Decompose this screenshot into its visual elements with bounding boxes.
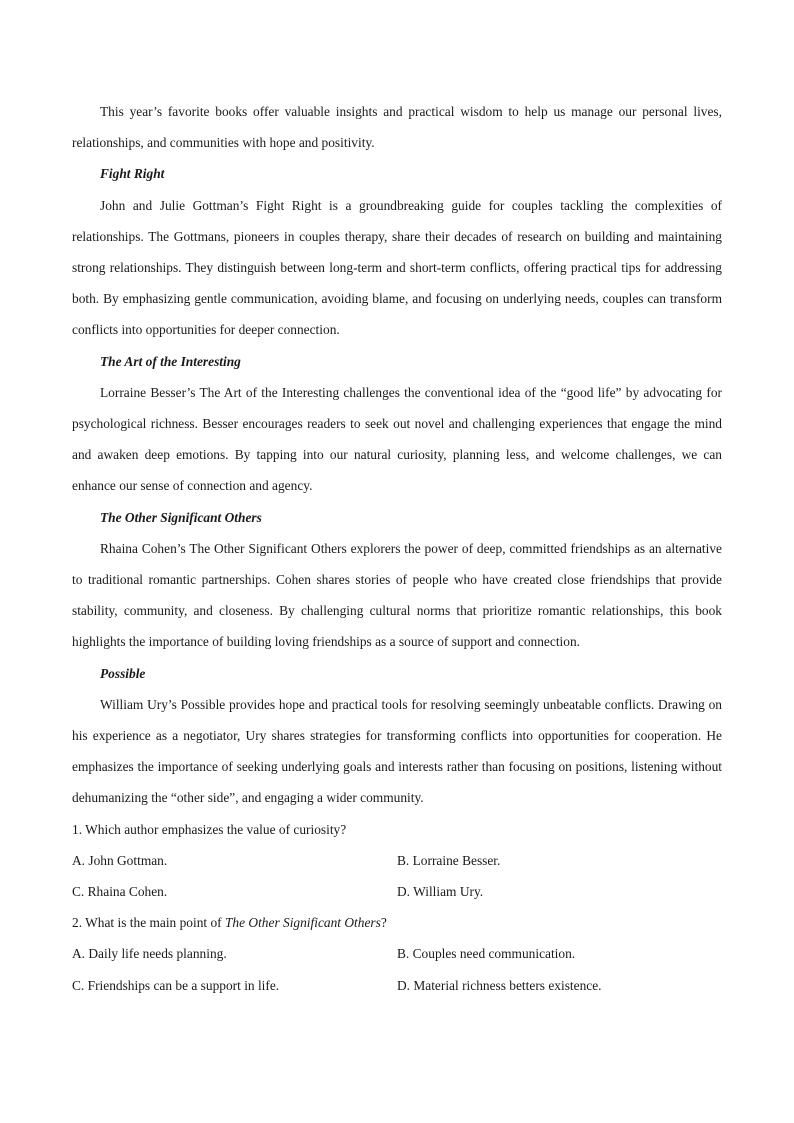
section-title-other-significant-others: The Other Significant Others: [100, 509, 262, 525]
section-title-possible: Possible: [100, 665, 146, 681]
question-2-option-d: D. Material richness betters existence.: [397, 977, 602, 993]
question-2-option-b: B. Couples need communication.: [397, 946, 576, 962]
question-1-options: [72, 845, 722, 907]
question-1-option-c: C. Rhaina Cohen.: [72, 884, 168, 900]
question-2-suffix: ?: [380, 915, 387, 931]
section-title-fight-right: Fight Right: [100, 166, 165, 182]
section-body-possible: William Ury’s Possible provides hope and practical tools for resolving seemingly unbeatable conflicts. Drawing on his experience as a negotiator, Ury shares strategies for transforming conflicts into opportunities for cooperation. He emphasizes the importance of seeking underlying goals and interests rather than focusing on positions, listening without dehumanizing the “other side”, and engaging a wider community.: [72, 696, 722, 806]
section-body-other-significant-others: Rhaina Cohen’s The Other Significant Others explorers the power of deep, committed friendships as an alternative to traditional romantic partnerships. Cohen shares stories of people who have created close friendships that provide stability, community, and closeness. By challenging cultural norms that prioritize romantic relationships, this book highlights the importance of building loving friendships as a source of support and connection.: [72, 540, 722, 650]
question-1-option-a: A. John Gottman.: [72, 852, 168, 868]
question-2-option-c: C. Friendships can be a support in life.: [72, 977, 280, 993]
question-1-option-d: D. William Ury.: [397, 884, 484, 900]
question-2-option-a: A. Daily life needs planning.: [72, 946, 227, 962]
question-2-options: [72, 938, 722, 1000]
question-2-text: 2. What is the main point of: [72, 915, 225, 931]
question-1-text: 1. Which author emphasizes the value of curiosity?: [72, 821, 347, 837]
section-title-art-of-interesting: The Art of the Interesting: [100, 353, 241, 369]
section-body-fight-right: John and Julie Gottman’s Fight Right is a groundbreaking guide for couples tackling the complexities of relationships. The Gottmans, pioneers in couples therapy, share their decades of research on building and maintaining strong relationships. They distinguish between long-term and short-term conflicts, offering practical tips for addressing both. By emphasizing gentle communication, avoiding blame, and focusing on underlying needs, couples can transform conflicts into opportunities for deeper connection.: [72, 197, 722, 338]
question-1: [72, 814, 722, 845]
question-2: [72, 907, 722, 938]
section-body-art-of-interesting: Lorraine Besser’s The Art of the Interesting challenges the conventional idea of the “good life” by advocating for psychological richness. Besser encourages readers to seek out novel and challenging experiences that engage the mind and awaken deep emotions. By tapping into our natural curiosity, planning less, and welcome challenges, we can enhance our sense of connection and agency.: [72, 384, 722, 494]
document-page: [72, 96, 722, 1001]
question-1-option-b: B. Lorraine Besser.: [397, 852, 501, 868]
question-2-italic: The Other Significant Others: [224, 915, 381, 931]
intro-paragraph: This year’s favorite books offer valuable insights and practical wisdom to help us manage our personal lives, relationships, and communities with hope and positivity.: [72, 104, 722, 151]
